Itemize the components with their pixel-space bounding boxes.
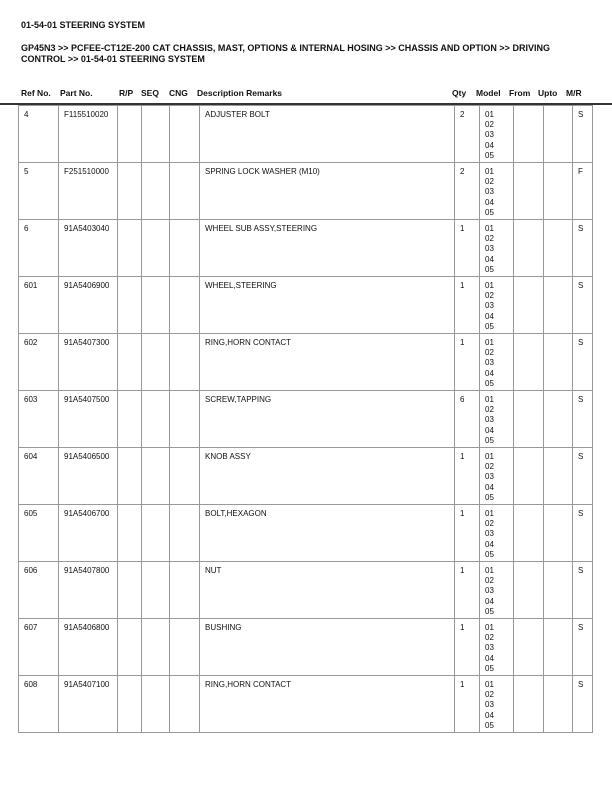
cell-seq xyxy=(142,619,170,676)
cell-cng xyxy=(170,676,200,733)
cell-part-no: 91A5406900 xyxy=(59,277,118,334)
cell-qty: 6 xyxy=(455,391,480,448)
cell-cng xyxy=(170,505,200,562)
cell-description: RING,HORN CONTACT xyxy=(200,334,455,391)
cell-description: BOLT,HEXAGON xyxy=(200,505,455,562)
cell-rp xyxy=(118,106,142,163)
cell-mr: S xyxy=(573,505,593,562)
table-row xyxy=(19,505,593,562)
cell-cng xyxy=(170,106,200,163)
column-header-description: Description Remarks xyxy=(197,88,283,98)
cell-part-no: 91A5406500 xyxy=(59,448,118,505)
cell-mr: S xyxy=(573,391,593,448)
cell-ref-no: 606 xyxy=(19,562,59,619)
cell-model: 01 02 03 04 05 xyxy=(480,448,514,505)
cell-upto xyxy=(544,220,573,277)
cell-rp xyxy=(118,220,142,277)
cell-description: SCREW,TAPPING xyxy=(200,391,455,448)
cell-cng xyxy=(170,448,200,505)
cell-seq xyxy=(142,277,170,334)
cell-cng xyxy=(170,562,200,619)
cell-rp xyxy=(118,334,142,391)
cell-seq xyxy=(142,334,170,391)
parts-table xyxy=(18,105,593,733)
table-row xyxy=(19,220,593,277)
cell-ref-no: 4 xyxy=(19,106,59,163)
cell-model: 01 02 03 04 05 xyxy=(480,562,514,619)
table-row xyxy=(19,619,593,676)
cell-mr: S xyxy=(573,619,593,676)
cell-description: SPRING LOCK WASHER (M10) xyxy=(200,163,455,220)
cell-mr: S xyxy=(573,562,593,619)
cell-rp xyxy=(118,676,142,733)
column-header-rp: R/P xyxy=(119,88,134,98)
cell-qty: 1 xyxy=(455,676,480,733)
page-title: 01-54-01 STEERING SYSTEM xyxy=(21,20,146,30)
cell-mr: S xyxy=(573,220,593,277)
cell-part-no: F251510000 xyxy=(59,163,118,220)
cell-part-no: 91A5407100 xyxy=(59,676,118,733)
table-row xyxy=(19,391,593,448)
cell-seq xyxy=(142,448,170,505)
cell-model: 01 02 03 04 05 xyxy=(480,391,514,448)
cell-ref-no: 602 xyxy=(19,334,59,391)
cell-mr: S xyxy=(573,277,593,334)
cell-rp xyxy=(118,562,142,619)
cell-description: WHEEL SUB ASSY,STEERING xyxy=(200,220,455,277)
cell-model: 01 02 03 04 05 xyxy=(480,277,514,334)
cell-from xyxy=(514,505,544,562)
cell-mr: S xyxy=(573,676,593,733)
cell-seq xyxy=(142,220,170,277)
cell-seq xyxy=(142,562,170,619)
cell-description: NUT xyxy=(200,562,455,619)
cell-model: 01 02 03 04 05 xyxy=(480,676,514,733)
cell-qty: 1 xyxy=(455,220,480,277)
cell-from xyxy=(514,220,544,277)
cell-upto xyxy=(544,619,573,676)
cell-upto xyxy=(544,448,573,505)
cell-upto xyxy=(544,562,573,619)
cell-mr: S xyxy=(573,334,593,391)
cell-part-no: 91A5403040 xyxy=(59,220,118,277)
cell-upto xyxy=(544,163,573,220)
table-row xyxy=(19,562,593,619)
cell-mr: F xyxy=(573,163,593,220)
column-header-model: Model xyxy=(476,88,501,98)
cell-qty: 2 xyxy=(455,163,480,220)
cell-upto xyxy=(544,334,573,391)
column-header-seq: SEQ xyxy=(141,88,159,98)
column-header-from: From xyxy=(509,88,531,98)
cell-ref-no: 605 xyxy=(19,505,59,562)
cell-part-no: 91A5407300 xyxy=(59,334,118,391)
table-row xyxy=(19,334,593,391)
cell-part-no: 91A5406700 xyxy=(59,505,118,562)
cell-description: KNOB ASSY xyxy=(200,448,455,505)
cell-description: RING,HORN CONTACT xyxy=(200,676,455,733)
cell-mr: S xyxy=(573,448,593,505)
cell-seq xyxy=(142,106,170,163)
cell-ref-no: 604 xyxy=(19,448,59,505)
cell-cng xyxy=(170,220,200,277)
cell-from xyxy=(514,448,544,505)
cell-from xyxy=(514,391,544,448)
table-row xyxy=(19,106,593,163)
cell-from xyxy=(514,676,544,733)
cell-ref-no: 601 xyxy=(19,277,59,334)
cell-part-no: 91A5407500 xyxy=(59,391,118,448)
breadcrumb: GP45N3 >> PCFEE-CT12E-200 CAT CHASSIS, MAST, OPTIONS & INTERNAL HOSING >> CHASSIS AND OPTION >> DRIVING CONTROL >> 01-54-01 STEERING SYSTEM xyxy=(21,43,550,64)
column-header-ref-no: Ref No. xyxy=(21,88,51,98)
cell-seq xyxy=(142,505,170,562)
column-header-part-no: Part No. xyxy=(60,88,93,98)
cell-from xyxy=(514,163,544,220)
cell-model: 01 02 03 04 05 xyxy=(480,334,514,391)
cell-qty: 2 xyxy=(455,106,480,163)
cell-rp xyxy=(118,619,142,676)
column-header-mr: M/R xyxy=(566,88,582,98)
cell-model: 01 02 03 04 05 xyxy=(480,619,514,676)
cell-ref-no: 603 xyxy=(19,391,59,448)
cell-ref-no: 6 xyxy=(19,220,59,277)
cell-qty: 1 xyxy=(455,619,480,676)
cell-seq xyxy=(142,676,170,733)
cell-cng xyxy=(170,163,200,220)
cell-part-no: 91A5406800 xyxy=(59,619,118,676)
cell-from xyxy=(514,619,544,676)
table-row xyxy=(19,448,593,505)
cell-seq xyxy=(142,163,170,220)
cell-ref-no: 607 xyxy=(19,619,59,676)
cell-model: 01 02 03 04 05 xyxy=(480,220,514,277)
cell-upto xyxy=(544,106,573,163)
cell-ref-no: 608 xyxy=(19,676,59,733)
cell-from xyxy=(514,562,544,619)
column-header-upto: Upto xyxy=(538,88,558,98)
table-row xyxy=(19,277,593,334)
cell-ref-no: 5 xyxy=(19,163,59,220)
cell-rp xyxy=(118,163,142,220)
cell-model: 01 02 03 04 05 xyxy=(480,106,514,163)
cell-cng xyxy=(170,334,200,391)
cell-rp xyxy=(118,448,142,505)
cell-qty: 1 xyxy=(455,562,480,619)
cell-cng xyxy=(170,391,200,448)
cell-model: 01 02 03 04 05 xyxy=(480,163,514,220)
cell-qty: 1 xyxy=(455,334,480,391)
cell-rp xyxy=(118,505,142,562)
cell-seq xyxy=(142,391,170,448)
cell-rp xyxy=(118,277,142,334)
cell-upto xyxy=(544,277,573,334)
cell-description: BUSHING xyxy=(200,619,455,676)
cell-qty: 1 xyxy=(455,277,480,334)
cell-description: ADJUSTER BOLT xyxy=(200,106,455,163)
cell-upto xyxy=(544,391,573,448)
cell-part-no: 91A5407800 xyxy=(59,562,118,619)
cell-from xyxy=(514,106,544,163)
cell-from xyxy=(514,334,544,391)
cell-cng xyxy=(170,277,200,334)
cell-model: 01 02 03 04 05 xyxy=(480,505,514,562)
cell-qty: 1 xyxy=(455,505,480,562)
cell-mr: S xyxy=(573,106,593,163)
column-header-cng: CNG xyxy=(169,88,188,98)
table-row xyxy=(19,163,593,220)
cell-part-no: F115510020 xyxy=(59,106,118,163)
cell-upto xyxy=(544,676,573,733)
cell-from xyxy=(514,277,544,334)
cell-rp xyxy=(118,391,142,448)
table-row xyxy=(19,676,593,733)
column-header-qty: Qty xyxy=(452,88,467,98)
cell-description: WHEEL,STEERING xyxy=(200,277,455,334)
cell-upto xyxy=(544,505,573,562)
cell-cng xyxy=(170,619,200,676)
cell-qty: 1 xyxy=(455,448,480,505)
